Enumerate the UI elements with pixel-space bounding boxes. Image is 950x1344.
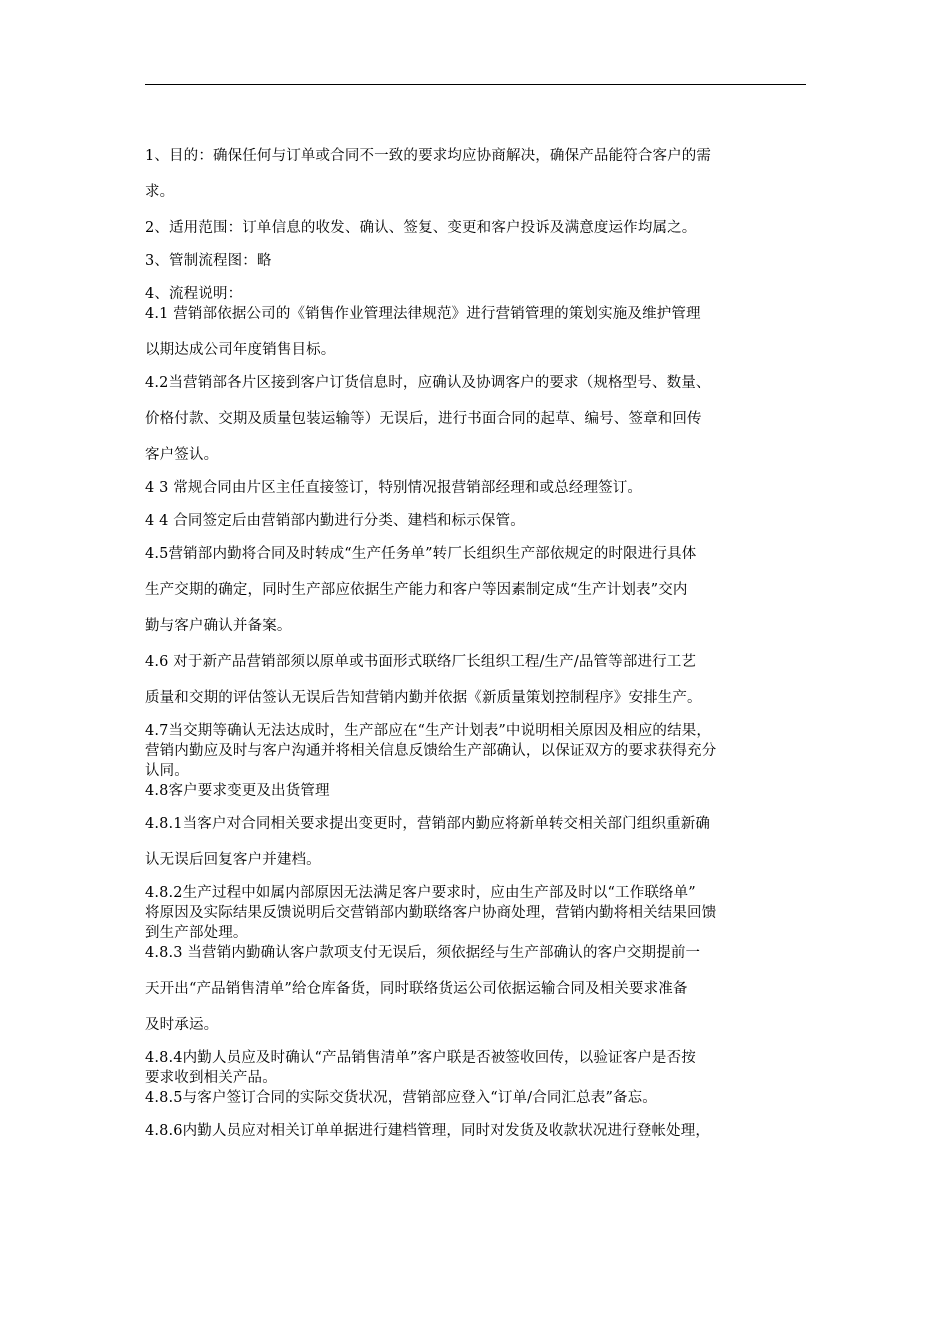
- item-4-3: 4 3 常规合同由片区主任直接签订，特别情况报营销部经理和或总经理签订。: [145, 480, 643, 496]
- item-4-7-line-3: 认同。: [145, 763, 189, 779]
- section-1-purpose-line-2: 求。: [145, 184, 175, 200]
- item-4-8-3-line-3: 及时承运。: [145, 1017, 219, 1033]
- item-4-8-3-line-1: 4.8.3 当营销内勤确认客户款项支付无误后，须依据经与生产部确认的客户交期提前一: [145, 945, 701, 961]
- item-4-1-line-1: 4.1 营销部依据公司的《销售作业管理法律规范》进行营销管理的策划实施及维护管理: [145, 306, 701, 322]
- item-4-2-line-3: 客户签认。: [145, 447, 219, 463]
- item-4-8-2-line-1: 4.8.2生产过程中如属内部原因无法满足客户要求时，应由生产部及时以“工作联络单”: [145, 885, 696, 901]
- item-4-5-line-2: 生产交期的确定，同时生产部应依据生产能力和客户等因素制定成“生产计划表”交内: [145, 582, 688, 598]
- item-4-4: 4 4 合同签定后由营销部内勤进行分类、建档和标示保管。: [145, 513, 525, 529]
- item-4-6-line-2: 质量和交期的评估签认无误后告知营销内勤并依据《新质量策划控制程序》安排生产。: [145, 690, 702, 706]
- item-4-1-line-2: 以期达成公司年度销售目标。: [145, 342, 336, 358]
- item-4-8-4-line-1: 4.8.4内勤人员应及时确认“产品销售清单”客户联是否被签收回传，以验证客户是否按: [145, 1050, 696, 1066]
- section-1-purpose-line-1: 1、目的：确保任何与订单或合同不一致的要求均应协商解决，确保产品能符合客户的需: [145, 148, 712, 164]
- item-4-8-heading: 4.8客户要求变更及出货管理: [145, 783, 330, 799]
- item-4-8-2-line-2: 将原因及实际结果反馈说明后交营销部内勤联络客户协商处理，营销内勤将相关结果回馈: [145, 905, 717, 921]
- item-4-5-line-3: 勤与客户确认并备案。: [145, 618, 292, 634]
- item-4-8-6-line-1: 4.8.6内勤人员应对相关订单单据进行建档管理，同时对发货及收款状况进行登帐处理，: [145, 1123, 711, 1139]
- item-4-5-line-1: 4.5营销部内勤将合同及时转成“生产任务单”转厂长组织生产部依规定的时限进行具体: [145, 546, 697, 562]
- item-4-6-line-1: 4.6 对于新产品营销部须以原单或书面形式联络厂长组织工程/生产/品管等部进行工艺: [145, 654, 697, 670]
- item-4-8-5: 4.8.5与客户签订合同的实际交货状况，营销部应登入“订单/合同汇总表”备忘。: [145, 1090, 657, 1106]
- item-4-2-line-1: 4.2当营销部各片区接到客户订货信息时，应确认及协调客户的要求（规格型号、数量、: [145, 375, 711, 391]
- item-4-8-2-line-3: 到生产部处理。: [145, 925, 248, 941]
- section-3-flowchart: 3、管制流程图：略: [145, 253, 272, 269]
- item-4-8-1-line-2: 认无误后回复客户并建档。: [145, 852, 321, 868]
- section-4-heading: 4、流程说明：: [145, 286, 243, 302]
- item-4-8-1-line-1: 4.8.1当客户对合同相关要求提出变更时，营销部内勤应将新单转交相关部门组织重新确: [145, 816, 711, 832]
- item-4-8-3-line-2: 天开出“产品销售清单”给仓库备货，同时联络货运公司依据运输合同及相关要求准备: [145, 981, 688, 997]
- item-4-2-line-2: 价格付款、交期及质量包装运输等）无误后，进行书面合同的起草、编号、签章和回传: [145, 411, 702, 427]
- section-2-scope: 2、适用范围：订单信息的收发、确认、签复、变更和客户投诉及满意度运作均属之。: [145, 220, 697, 236]
- document-body: [145, 146, 810, 1141]
- item-4-7-line-2: 营销内勤应及时与客户沟通并将相关信息反馈给生产部确认，以保证双方的要求获得充分: [145, 743, 717, 759]
- item-4-7-line-1: 4.7当交期等确认无法达成时，生产部应在“生产计划表”中说明相关原因及相应的结果，: [145, 723, 712, 739]
- item-4-8-4-line-2: 要求收到相关产品。: [145, 1070, 277, 1086]
- header-rule: [145, 84, 806, 85]
